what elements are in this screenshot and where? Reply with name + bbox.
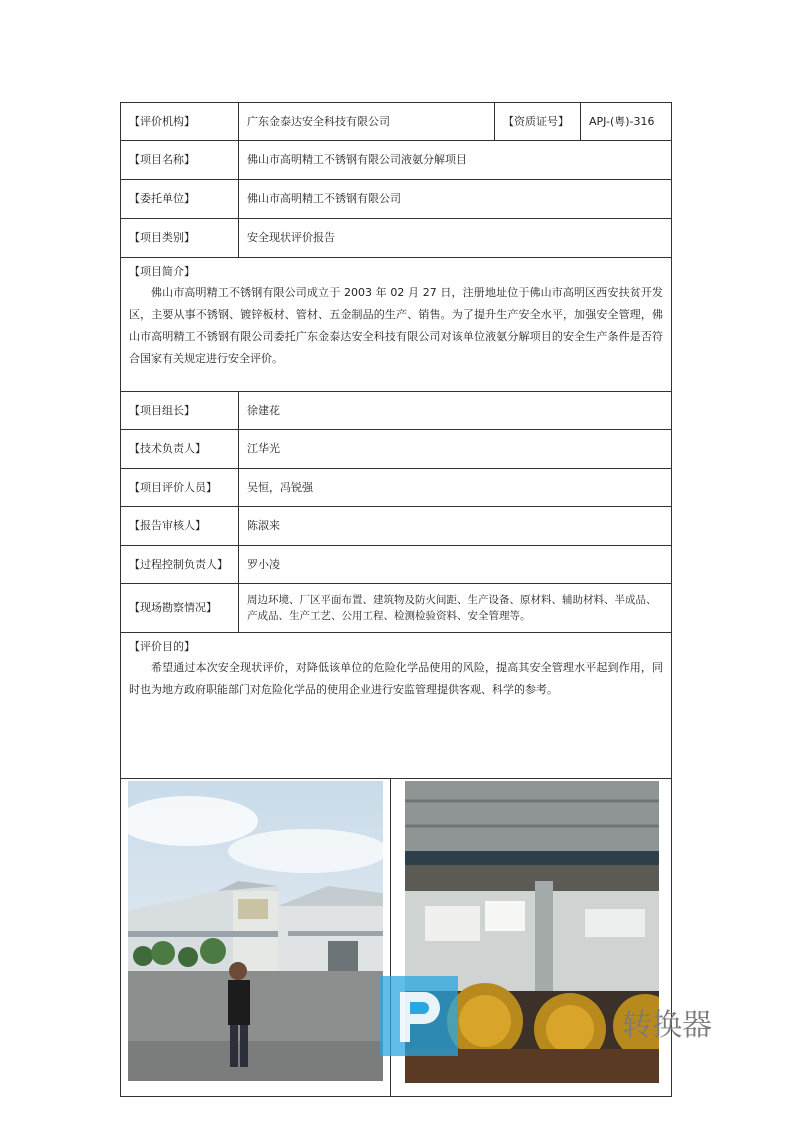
intro-label: 【项目简介】	[129, 265, 195, 278]
intro-text: 佛山市高明精工不锈钢有限公司成立于 2003 年 02 月 27 日，注册地址位于佛山市高明区西安扶贫开发区，主要从事不锈钢、镀锌板材、管材、五金制品的生产、销售。为了提升生产安全水平，加强安全管理，佛山市高明精工不锈钢有限公司委托广东金泰达安全科技有限公司对该单位液氨分解项目的安全生产条件是否符合国家有关规定进行安全评价。	[129, 286, 663, 365]
reviewer-label: 【报告审核人】	[121, 507, 239, 545]
tech-value: 江华光	[247, 442, 280, 455]
client-value: 佛山市高明精工不锈钢有限公司	[247, 192, 401, 205]
row-survey	[121, 584, 671, 633]
project-name-value: 佛山市高明精工不锈钢有限公司液氨分解项目	[247, 153, 467, 166]
evaluator-label: 【项目评价人员】	[121, 469, 239, 506]
org-label: 【评价机构】	[121, 103, 239, 140]
photo-factory-exterior	[128, 781, 383, 1081]
evaluation-form-table	[120, 102, 672, 1097]
org-value: 广东金泰达安全科技有限公司	[239, 103, 495, 140]
process-label: 【过程控制负责人】	[121, 546, 239, 583]
row-leader	[121, 392, 671, 430]
cert-label: 【资质证号】	[495, 103, 581, 140]
row-evaluator	[121, 469, 671, 507]
row-intro	[121, 258, 671, 392]
client-label: 【委托单位】	[121, 180, 239, 218]
watermark-logo-icon	[380, 972, 460, 1056]
row-project-name	[121, 141, 671, 180]
row-client	[121, 180, 671, 219]
survey-label: 【现场勘察情况】	[121, 584, 239, 632]
evaluator-value: 吴恒，冯锐强	[247, 480, 313, 494]
purpose-text: 希望通过本次安全现状评价，对降低该单位的危险化学品使用的风险，提高其安全管理水平起到作用，同时也为地方政府职能部门对危险化学品的使用企业进行安监管理提供客观、科学的参考。	[129, 661, 663, 696]
row-category	[121, 219, 671, 258]
leader-label: 【项目组长】	[121, 392, 239, 429]
category-value: 安全现状评价报告	[247, 231, 335, 244]
row-tech	[121, 430, 671, 469]
leader-value: 徐建花	[247, 403, 280, 417]
purpose-label: 【评价目的】	[129, 640, 195, 653]
project-name-label: 【项目名称】	[121, 141, 239, 179]
watermark-text: 转换器	[622, 1008, 712, 1043]
row-reviewer	[121, 507, 671, 546]
row-purpose	[121, 633, 671, 779]
row-process	[121, 546, 671, 584]
row-org	[121, 103, 671, 141]
tech-label: 【技术负责人】	[121, 430, 239, 468]
cert-value: APJ-(粤)-316	[589, 114, 655, 128]
survey-value: 周边环境、厂区平面布置、建筑物及防火间距、生产设备、原材料、辅助材料、半成品、产成品、生产工艺、公用工程、检测检验资料、安全管理等。	[247, 594, 657, 622]
process-value: 罗小凌	[247, 557, 280, 571]
category-label: 【项目类别】	[121, 219, 239, 257]
reviewer-value: 陈淑来	[247, 519, 280, 532]
